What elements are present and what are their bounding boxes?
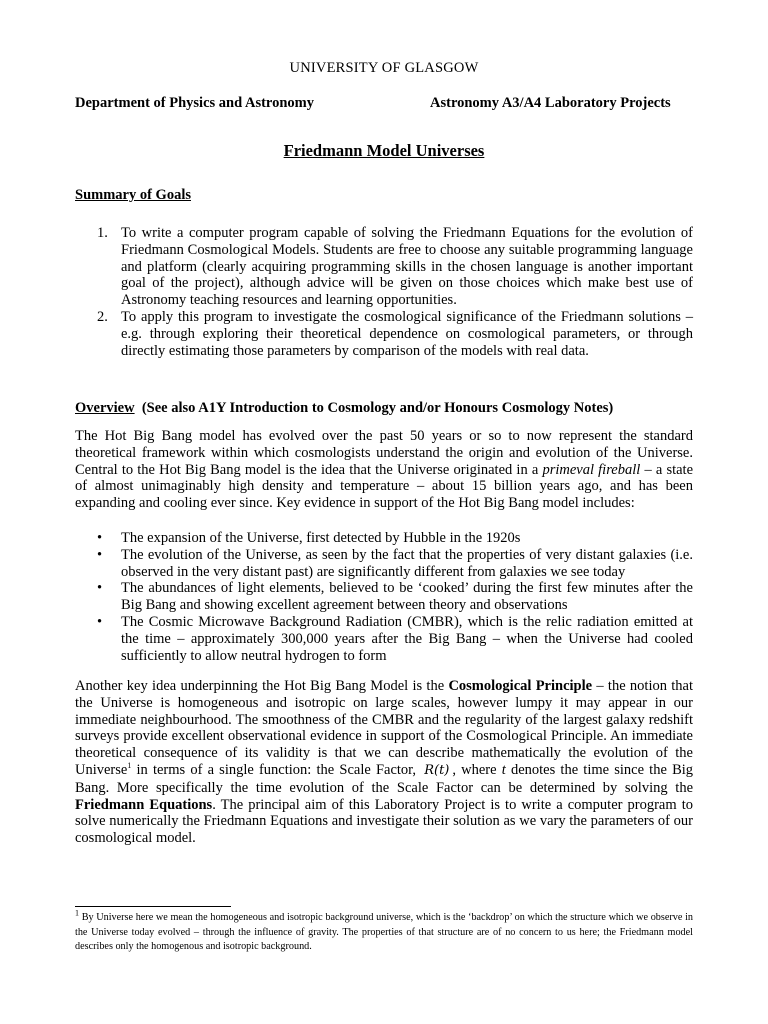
bullet-dot: • [97,580,103,597]
p2-text-a: Another key idea underpinning the Hot Big Bang Model is the [75,678,445,694]
goal-number: 1. [97,225,108,241]
time-variable: t [501,761,506,778]
goal-item [75,225,693,309]
p1-text-b: – a state of almost unimaginably high density and temperature – about 15 billion years ago, and has been expanding and cooling ever since. Key evidence in support of the Hot Big Bang model includes: [75,461,694,512]
evidence-item [75,580,693,614]
overview-paragraph-1 [75,428,693,512]
overview-paragraph-2 [75,678,693,847]
overview-heading-note: (See also A1Y Introduction to Cosmology and/or Honours Cosmology Notes) [141,400,614,416]
goal-text: To write a computer program capable of solving the Friedmann Equations for the evolution of Friedmann Cosmological Models. Students are free to choose any suitable programming language and platform (clearly acquiring programming skills in the chosen language is another important goal of the project), although advice will be given on those choices which make best use of Astronomy teaching resources and learning opportunities. [121,225,693,309]
evidence-item [75,547,693,581]
footnote-text: By Universe here we mean the homogeneous and isotropic background universe, which is the ‘backdrop’ on which the structure which we observe in the Universe today evolved – through the influence of gravity. The properties of that structure are of no concern to us here; the Friedmann model describes only the homogenous and isotropic background. [75,912,693,953]
p2-text-c: – the notion that the Universe is homogeneous and isotropic on large scales, however lumpy it may appear in our immediate neighbourhood. The smoothness of the CMBR and the regularity of the largest galaxy redshift surveys provide excellent observational evidence in support of the Cosmological Principle. An immediate theoretical consequence of its validity is that we can describe mathematically the evolution of the Universe [75,678,694,778]
evidence-text: The abundances of light elements, believed to be ‘cooked’ during the first few minutes after the Big Bang and showing excellent agreement between theory and observations [121,580,693,614]
p2-text-e: , where [452,761,497,778]
overview-heading [75,400,613,417]
goals-list [75,225,693,359]
course-name: Astronomy A3/A4 Laboratory Projects [430,95,671,111]
scale-factor-formula: R(t) [424,762,450,778]
overview-heading-label: Overview [75,400,135,416]
document-title: Friedmann Model Universes [283,141,485,160]
bullet-dot: • [97,530,103,546]
p1-emphasis: primeval fireball [542,461,641,478]
p2-text-g: . The principal aim of this Laboratory Project is to write a computer program to solve numerically the Friedmann Equations and investigate their solution as we vary the parameters of our cosmological model. [75,796,693,847]
evidence-text: The evolution of the Universe, as seen by the fact that the properties of very distant galaxies (i.e. observed in the very distant past) are significantly different from galaxies we see today [121,546,693,580]
footnote-divider [75,906,231,907]
summary-heading: Summary of Goals [75,187,191,203]
p2-bold-principle: Cosmological Principle [448,678,593,694]
evidence-text: The expansion of the Universe, first detected by Hubble in the 1920s [121,530,521,546]
goal-text: To apply this program to investigate the cosmological significance of the Friedmann solutions – e.g. through exploring their theoretical dependence on cosmological parameters, or through directly estimating those parameters by comparison of the models with real data. [121,308,693,359]
evidence-text: The Cosmic Microwave Background Radiation (CMBR), which is the relic radiation emitted at the time – approximately 300,000 years after the Big Bang – when the Universe had cooled sufficiently to allow neutral hydrogen to form [121,613,693,664]
goal-number: 2. [97,308,108,325]
bullet-dot: • [97,546,103,563]
evidence-list [75,530,693,664]
university-name: UNIVERSITY OF GLASGOW [289,60,479,76]
bullet-dot: • [97,613,103,630]
evidence-item [75,614,693,664]
p1-text-a: The Hot Big Bang model has evolved over the past 50 years or so to now represent the standard theoretical framework within which cosmologists understand the origin and evolution of the Universe. Central to the Hot Big Bang model is the idea that the Universe originated in a [75,428,693,478]
p2-text-d: in terms of a single function: the Scale Factor, [136,761,417,778]
footnote [75,908,693,955]
evidence-item [75,530,693,547]
footnote-reference[interactable]: 1 [127,761,132,771]
p2-text-f: denotes the time since the Big Bang. More specifically the time evolution of the Scale Factor can be determined by solving the [75,761,694,796]
department-name: Department of Physics and Astronomy [75,95,314,111]
goal-item [75,309,693,359]
footnote-mark: 1 [75,908,79,918]
p2-bold-equations: Friedmann Equations [75,796,213,813]
